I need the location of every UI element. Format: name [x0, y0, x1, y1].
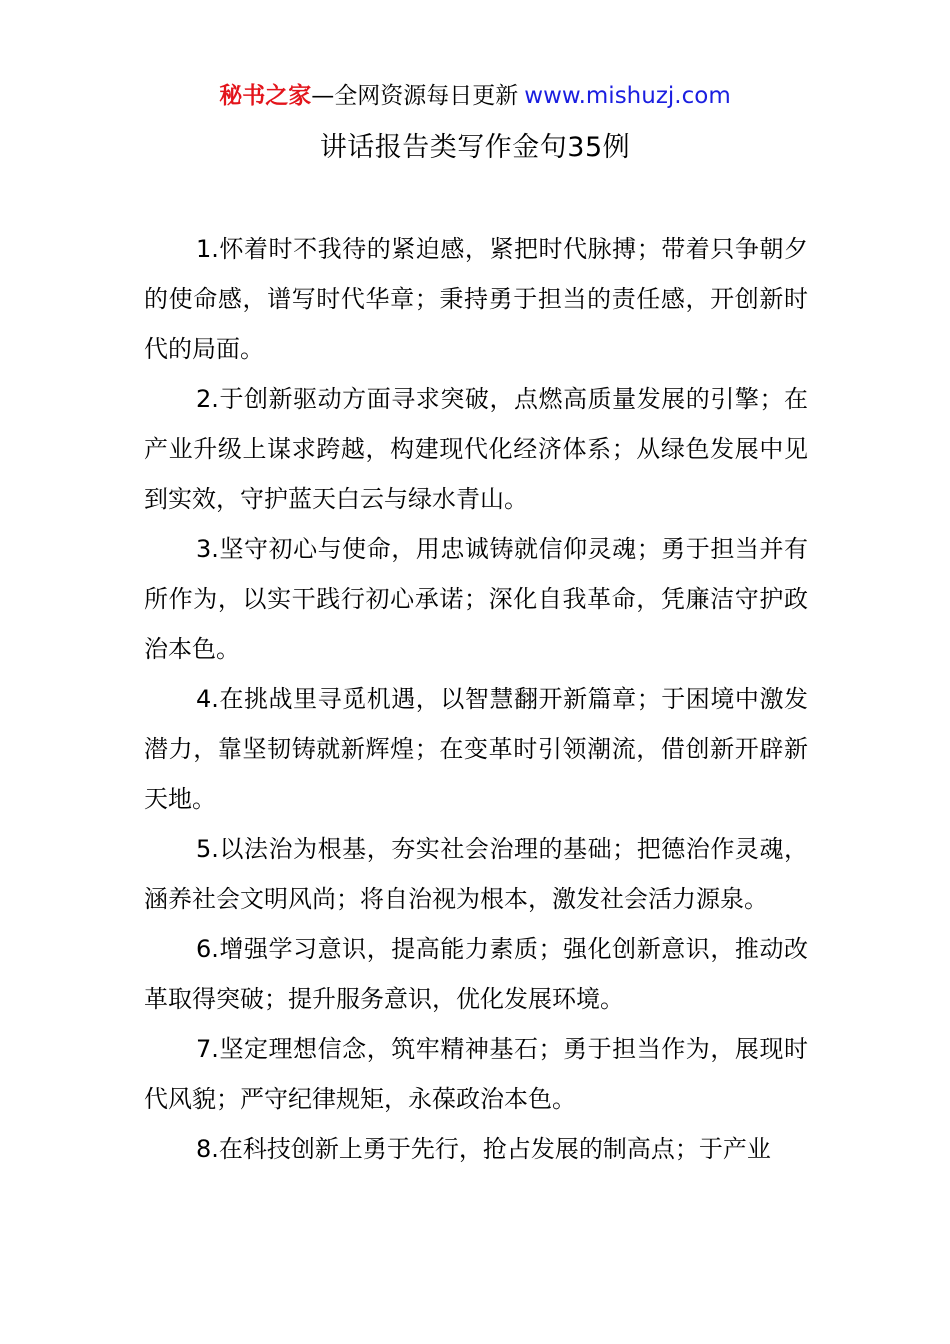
paragraph-3: 3.坚守初心与使命，用忠诚铸就信仰灵魂；勇于担当并有所作为，以实干践行初心承诺；深化自我革命，凭廉洁守护政治本色。	[144, 535, 808, 663]
site-header	[0, 80, 950, 112]
paragraph-6: 6.增强学习意识，提高能力素质；强化创新意识，推动改革取得突破；提升服务意识，优化发展环境。	[144, 935, 808, 1013]
paragraph-8: 8.在科技创新上勇于先行，抢占发展的制高点；于产业	[196, 1135, 771, 1163]
paragraph-4: 4.在挑战里寻觅机遇，以智慧翻开新篇章；于困境中激发潜力，靠坚韧铸就新辉煌；在变革时引领潮流，借创新开辟新天地。	[144, 685, 808, 813]
paragraph-2: 2.于创新驱动方面寻求突破，点燃高质量发展的引擎；在产业升级上谋求跨越，构建现代化经济体系；从绿色发展中见到实效，守护蓝天白云与绿水青山。	[144, 385, 808, 513]
paragraph-5: 5.以法治为根基，夯实社会治理的基础；把德治作灵魂，涵养社会文明风尚；将自治视为根本，激发社会活力源泉。	[144, 835, 808, 913]
site-url-link[interactable]: www.mishuzj.com	[524, 83, 731, 109]
paragraph-1: 1.怀着时不我待的紧迫感，紧把时代脉搏；带着只争朝夕的使命感，谱写时代华章；秉持勇于担当的责任感，开创新时代的局面。	[144, 235, 808, 363]
brand-name: 秘书之家	[219, 83, 312, 109]
document-title: 讲话报告类写作金句35例	[319, 132, 631, 163]
document-body	[144, 224, 808, 1174]
paragraph-7: 7.坚定理想信念，筑牢精神基石；勇于担当作为，展现时代风貌；严守纪律规矩，永葆政治本色。	[144, 1035, 808, 1113]
header-tagline: —全网资源每日更新	[311, 83, 519, 109]
